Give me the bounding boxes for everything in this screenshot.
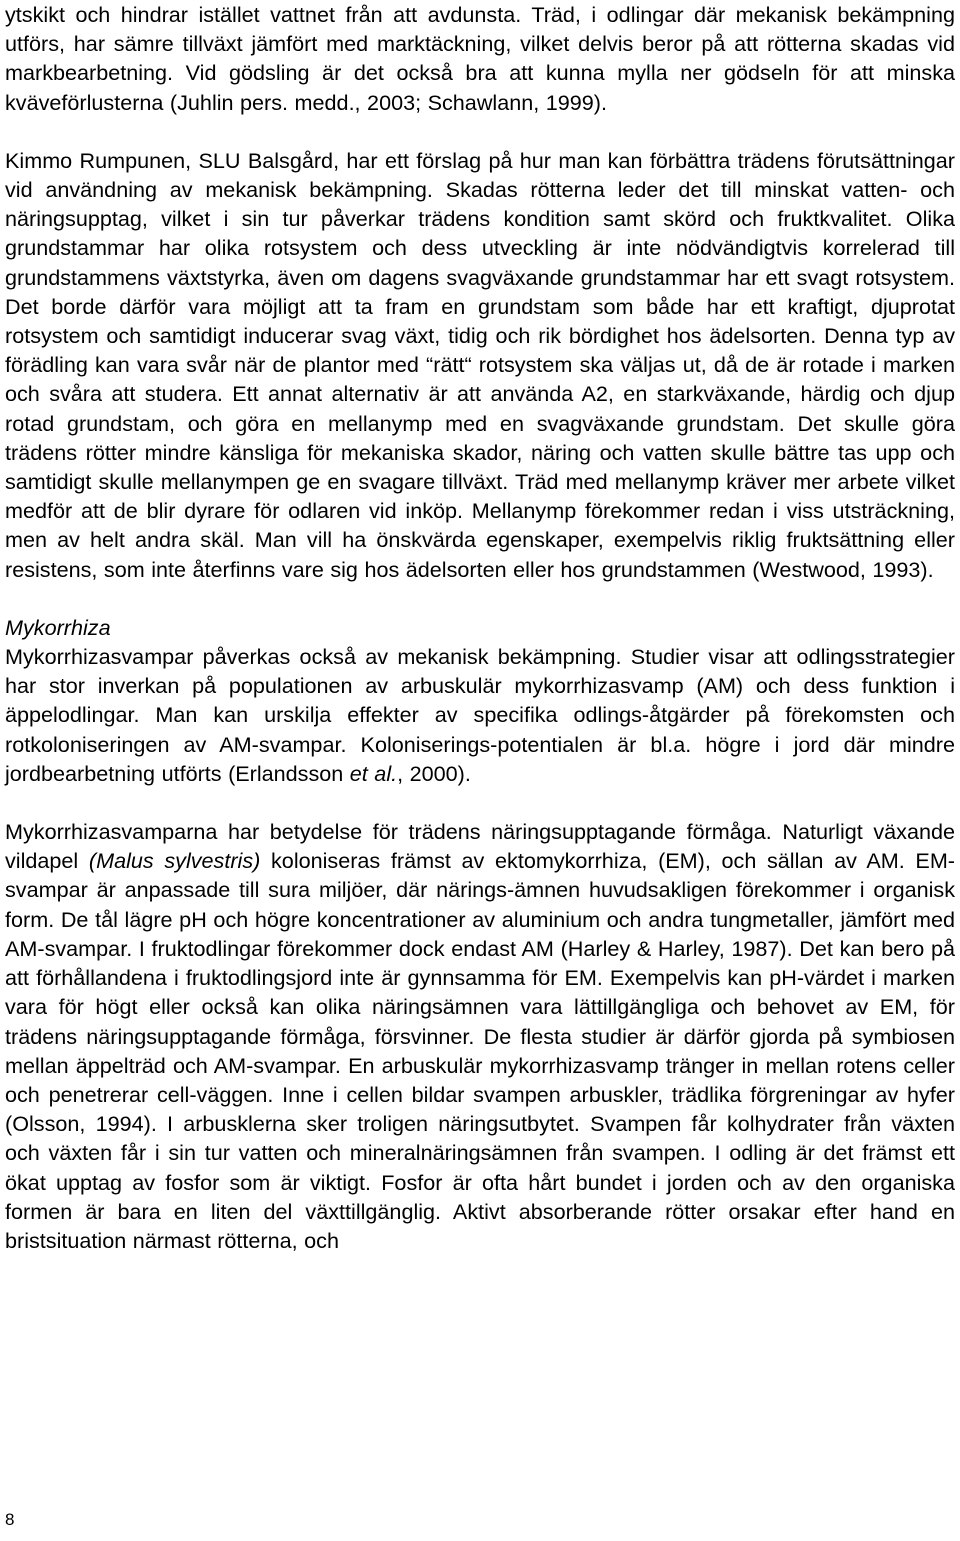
paragraph-mycorrhiza-intro [5, 642, 955, 788]
paragraph-rootstock-proposal: Kimmo Rumpunen, SLU Balsgård, har ett förslag på hur man kan förbättra trädens förutsättningar vid användning av mekanisk bekämpning. Skadas rötterna leder det till minskat vatten- och näringsupptag, vilket i sin tur påverkar trädens kondition samt skörd och fruktkvalitet. Olika grundstammar har olika rotsystem och dess utveckling är inte nödvändigtvis korrelerad till grundstammens växtstyrka, även om dagens svagväxande grundstammar har ett svagt rotsystem. Det borde därför vara möjligt att ta fram en grundstam som både har ett kraftigt, djuprotat rotsystem och samtidigt inducerar svag växt, tidig och rik bördighet hos ädelsorten. Denna typ av förädling kan vara svår när de plantor med “rätt“ rotsystem ska väljas ut, då de är rotade i marken och svåra att studera. Ett annat alternativ är att använda A2, en starkväxande, härdig och djup rotad grundstam, och göra en mellanymp med en svagväxande grundstam. Det skulle göra trädens rötter mindre känsliga för mekaniska skador, näring och vatten skulle bättre tas upp och samtidigt skulle mellanympen ge en svagare tillväxt. Träd med mellanymp kräver mer arbete vilket medför att de blir dyrare för odlaren vid inköp. Mellanymp förekommer redan i viss utsträckning, men av helt andra skäl. Man vill ha önskvärda egenskaper, exempelvis riklig fruktsättning eller resistens, som inte återfinns vare sig hos ädelsorten eller hos grundstammen (Westwood, 1993). [5, 147, 955, 582]
paragraph-mycorrhiza-nutrients [5, 817, 955, 1255]
paragraph-root-damage: ytskikt och hindrar istället vattnet från att avdunsta. Träd, i odlingar där mekanisk bekämpning utförs, har sämre tillväxt jämfört med marktäckning, vilket delvis beror på att rötterna skadas vid markbearbetning. Vid gödsling är det också bra att kunna mylla ner gödseln för att minska kväveförlusterna (Juhlin pers. medd., 2003; Schawlann, 1999). [5, 2, 955, 115]
section-heading-mykorrhiza: Mykorrhiza [5, 614, 111, 640]
document-page [5, 0, 955, 1255]
species-name-malus-sylvestris: (Malus sylvestris) [88, 848, 261, 874]
paragraph-mycorrhiza-nutrients-rest: koloniseras främst av ektomykorrhiza, (EM), och sällan av AM. EM-svampar är anpassade till sura miljöer, där närings-ämnen huvudsakligen förekommer i organisk form. De tål lägre pH och högre koncentrationer av aluminium och andra tungmetaller, jämfört med AM-svampar. I fruktodlingar förekommer dock endast AM (Harley & Harley, 1987). Det kan bero på att förhållandena i fruktodlingsjord inte är gynnsamma för EM. Exempelvis kan pH-värdet i marken vara för högt eller också kan olika näringsämnen vara lättillgängliga och behovet av EM, för trädens näringsupptagande förmåga, försvinner. De flesta studier är därför gjorda på symbiosen mellan äppelträd och AM-svampar. En arbuskulär mykorrhizasvamp tränger in mellan rotens celler och penetrerar cell-väggen. Inne i cellen bildar svampen arbuskler, trädlika förgreningar av hyfer (Olsson, 1994). I arbusklerna sker troligen näringsutbytet. Svampen får kolhydrater från växten och växten får i sin tur vatten och mineralnäringsämnen från svampen. I odling är det främst ett ökat upptag av fosfor som är viktigt. Fosfor är ofta hårt bundet i jorden och av den organiska formen är bara en liten del växttillgänglig. Aktivt absorberande rötter orsakar efter hand en bristsituation närmast rötterna, och [5, 848, 955, 1253]
paragraph-mycorrhiza-nutrients-start: Mykorrhizasvamparna har betydelse för trädens näringsupptagande förmåga. Naturligt växande vildapel [5, 819, 955, 874]
page-number: 8 [5, 1510, 15, 1529]
paragraph-mycorrhiza-intro-text: Mykorrhizasvampar påverkas också av mekanisk bekämpning. Studier visar att odlingsstrategier har stor inverkan på populationen av arbuskulär mykorrhizasvamp (AM) och dess funktion i äppelodlingar. Man kan urskilja effekter av specifika odlings-åtgärder på förekomsten och rotkoloniseringen av AM-svampar. Koloniserings-potentialen är bl.a. högre i jord där mindre jordbearbetning utförts (Erlandsson [5, 644, 955, 786]
citation-et-al: et al. [349, 760, 398, 786]
paragraph-mycorrhiza-intro-end: , 2000). [397, 760, 471, 786]
